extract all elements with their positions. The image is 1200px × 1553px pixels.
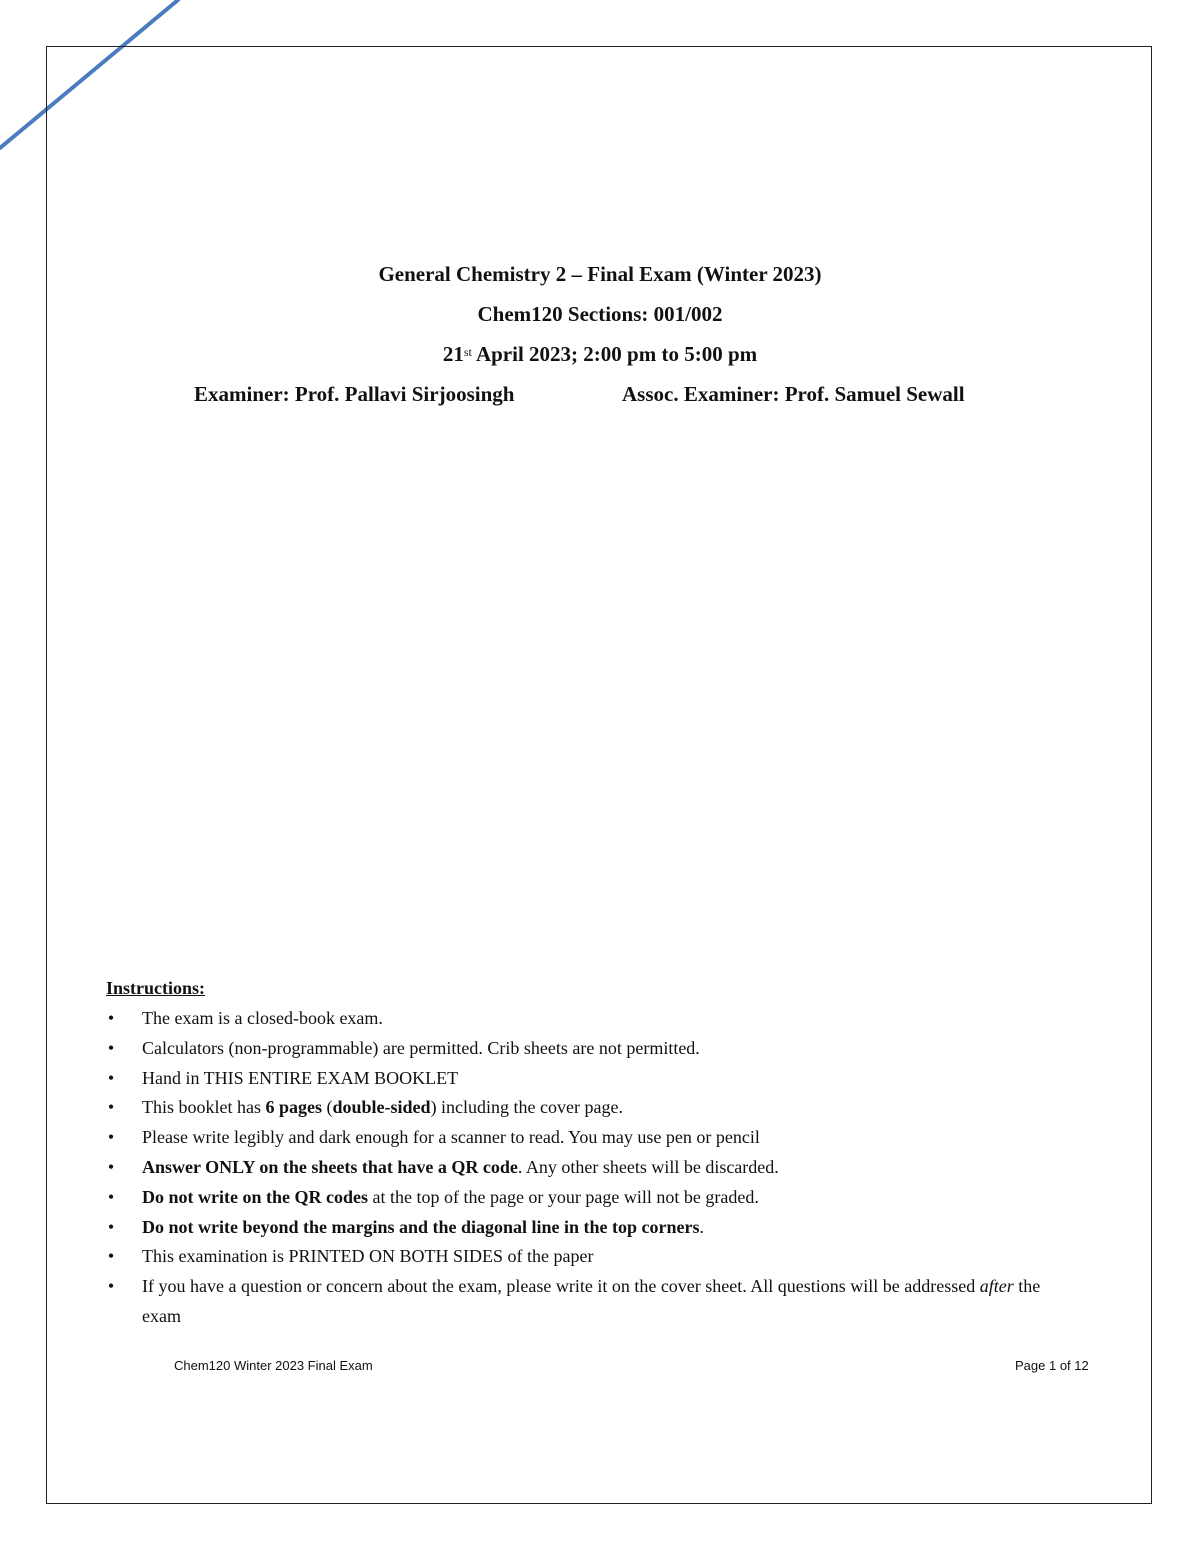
- instruction-text: Please write legibly and dark enough for a scanner to read. You may use pen or pencil: [142, 1127, 760, 1148]
- instruction-text: at the top of the page or your page will not be graded.: [367, 1186, 759, 1207]
- instruction-text: ) including the cover page.: [430, 1097, 623, 1118]
- exam-date-rest: April 2023; 2:00 pm to 5:00 pm: [471, 342, 758, 366]
- instruction-text: .: [699, 1216, 705, 1237]
- instructions-section: [106, 974, 1076, 1332]
- instruction-item: [106, 1272, 1076, 1332]
- bullet-icon: •: [107, 1246, 115, 1267]
- exam-date-suffix: st: [463, 345, 472, 359]
- instruction-item: [106, 1123, 1076, 1153]
- footer-course-label: Chem120 Winter 2023 Final Exam: [174, 1358, 373, 1373]
- instruction-item: [106, 1183, 1076, 1213]
- instruction-text: This booklet has: [142, 1097, 266, 1118]
- bullet-icon: •: [107, 1008, 115, 1028]
- exam-date-day: 21: [442, 342, 464, 366]
- instruction-text: Calculators (non-programmable) are permitted. Crib sheets are not permitted.: [142, 1037, 700, 1058]
- instruction-text: . Any other sheets will be discarded.: [517, 1156, 779, 1177]
- bullet-icon: •: [107, 1186, 115, 1207]
- instruction-text: Do not write on the QR codes: [142, 1186, 368, 1207]
- instruction-text: Do not write beyond the margins and the diagonal line in the top corners: [142, 1216, 700, 1237]
- instruction-text: Answer ONLY on the sheets that have a QR code: [142, 1156, 518, 1177]
- examiner-name: Examiner: Prof. Pallavi Sirjoosingh: [194, 382, 515, 406]
- bullet-icon: •: [107, 1127, 115, 1148]
- instruction-item: [106, 1093, 1076, 1123]
- instruction-text: 6 pages: [265, 1097, 323, 1118]
- bullet-icon: •: [107, 1276, 115, 1297]
- instruction-text: (: [322, 1097, 333, 1118]
- bullet-icon: •: [107, 1156, 115, 1177]
- instruction-item: [106, 1153, 1076, 1183]
- instruction-item: [106, 1034, 1076, 1064]
- exam-date: [0, 338, 1200, 378]
- instruction-item: [106, 1004, 1076, 1034]
- bullet-icon: •: [107, 1037, 115, 1058]
- instruction-text: If you have a question or concern about the exam, please write it on the cover sheet. All questions will be addressed: [142, 1276, 980, 1297]
- instructions-list: [106, 1004, 1076, 1332]
- instruction-text: after: [979, 1276, 1014, 1297]
- exam-title: General Chemistry 2 – Final Exam (Winter 2023): [378, 262, 822, 286]
- footer-page-number: Page 1 of 12: [1015, 1358, 1089, 1373]
- assoc-examiner-name: Assoc. Examiner: Prof. Samuel Sewall: [622, 382, 965, 406]
- examiner-row: [0, 378, 1200, 418]
- exam-sections: Chem120 Sections: 001/002: [477, 302, 723, 326]
- instruction-text: double-sided: [332, 1097, 431, 1118]
- exam-header: [0, 258, 1200, 418]
- instruction-item: [106, 1064, 1076, 1094]
- instruction-text: the exam: [142, 1276, 1041, 1326]
- instruction-item: [106, 1213, 1076, 1243]
- instruction-text: The exam is a closed-book exam.: [142, 1008, 383, 1028]
- instruction-text: Hand in THIS ENTIRE EXAM BOOKLET: [142, 1067, 459, 1088]
- bullet-icon: •: [107, 1216, 115, 1237]
- instructions-heading: Instructions:: [106, 978, 206, 998]
- instruction-item: [106, 1242, 1076, 1272]
- bullet-icon: •: [107, 1067, 115, 1088]
- instruction-text: This examination is PRINTED ON BOTH SIDES of the paper: [142, 1246, 594, 1267]
- bullet-icon: •: [107, 1097, 115, 1118]
